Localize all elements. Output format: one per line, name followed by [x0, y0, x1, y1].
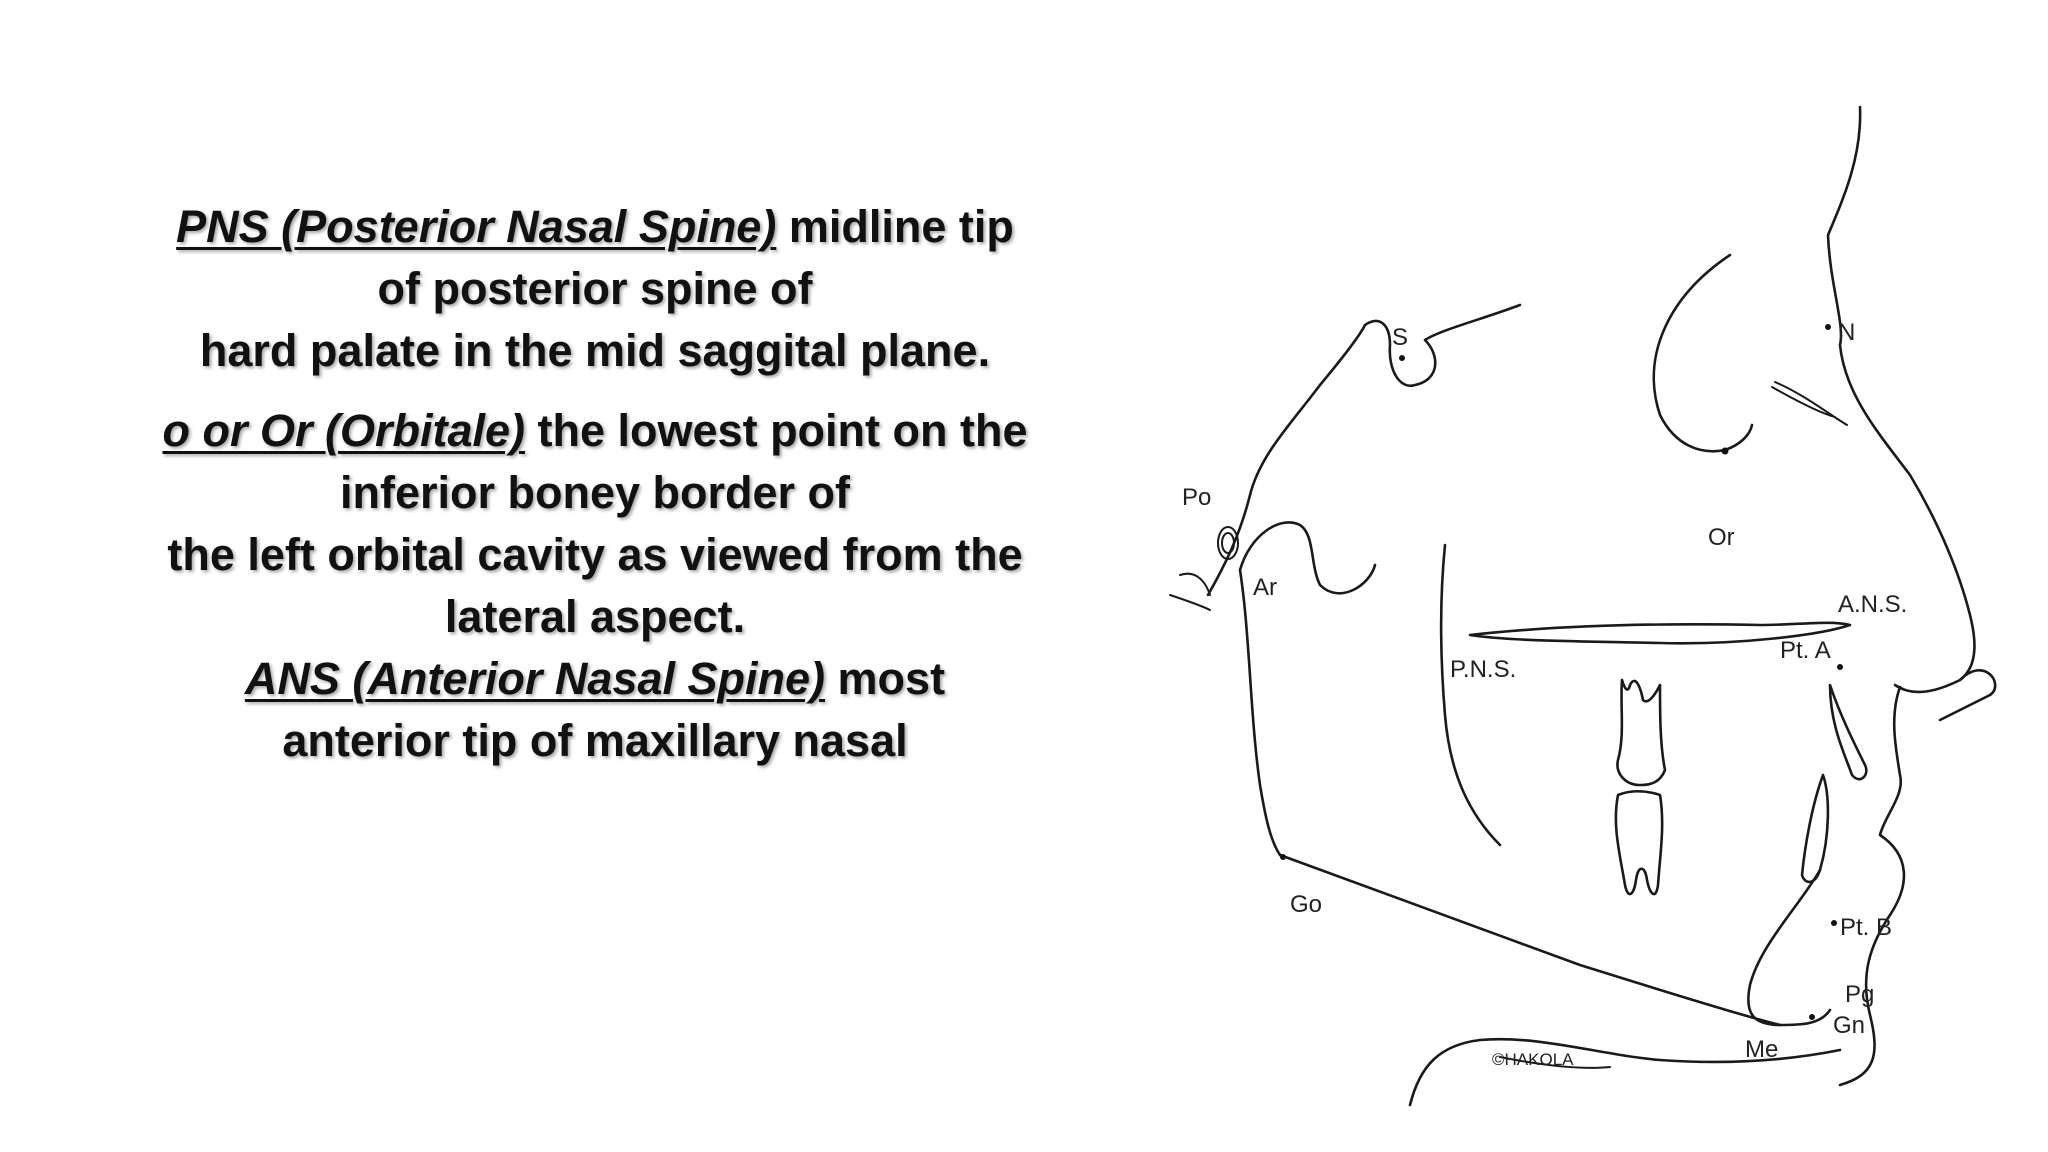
definition-ans [80, 648, 1110, 772]
label-s: S [1392, 324, 1409, 351]
label-me: Me [1745, 1036, 1779, 1063]
ramus-posterior [1240, 570, 1280, 855]
sella-outline [1320, 305, 1520, 386]
sella-point [1399, 355, 1405, 361]
cranial-base [1208, 385, 1320, 595]
definition-text: most [837, 653, 946, 704]
orbit-outline [1654, 255, 1752, 451]
label-or: Or [1708, 524, 1735, 551]
lower-molar [1616, 791, 1662, 894]
nasion-lines [1772, 382, 1847, 425]
pt-b-point [1831, 920, 1837, 926]
term-pns: PNS (Posterior Nasal Spine) [176, 201, 777, 252]
nose-tip [1940, 670, 1995, 720]
definition-text: of posterior spine of [377, 263, 813, 314]
nasion-point [1825, 324, 1831, 330]
definition-text: anterior tip of maxillary nasal [282, 715, 908, 766]
label-n: N [1838, 319, 1856, 346]
label-pg: Pg [1845, 981, 1875, 1008]
upper-incisor [1830, 685, 1866, 779]
definition-pns [80, 196, 1110, 382]
orbitale-point [1722, 448, 1729, 455]
label-pt-a: Pt. A [1780, 637, 1831, 664]
label-ans: A.N.S. [1838, 591, 1908, 618]
definition-text: hard palate in the mid saggital plane. [199, 325, 991, 376]
definition-text: the lowest point on the [537, 405, 1028, 456]
label-po: Po [1182, 484, 1212, 511]
definition-orbitale [80, 400, 1110, 648]
lower-incisor [1802, 775, 1828, 882]
definition-text: the left orbital cavity as viewed from the [167, 529, 1023, 580]
label-pns: P.N.S. [1450, 656, 1517, 683]
cephalometric-tracing [1140, 95, 2010, 1125]
definition-text: inferior boney border of [339, 467, 851, 518]
definitions-text [80, 196, 1110, 772]
label-ar: Ar [1253, 574, 1277, 601]
term-ans: ANS (Anterior Nasal Spine) [244, 653, 826, 704]
credit-hakola: ©HAKOLA [1492, 1050, 1574, 1069]
gonion-point [1280, 854, 1286, 860]
label-go: Go [1290, 891, 1323, 918]
ear-lines [1170, 574, 1210, 610]
definition-text: midline tip [788, 201, 1014, 252]
pt-a-point [1837, 664, 1843, 670]
term-orbitale: o or Or (Orbitale) [162, 405, 526, 456]
label-pt-b: Pt. B [1840, 914, 1893, 941]
label-gn: Gn [1833, 1012, 1866, 1039]
definition-text: lateral aspect. [444, 591, 746, 642]
menton-point [1809, 1014, 1815, 1020]
ramus-anterior [1441, 545, 1500, 845]
tracing-svg [1140, 95, 2010, 1125]
symphysis [1748, 870, 1820, 1025]
upper-molar [1617, 680, 1665, 785]
porion-ear-rod-inner [1222, 533, 1234, 553]
